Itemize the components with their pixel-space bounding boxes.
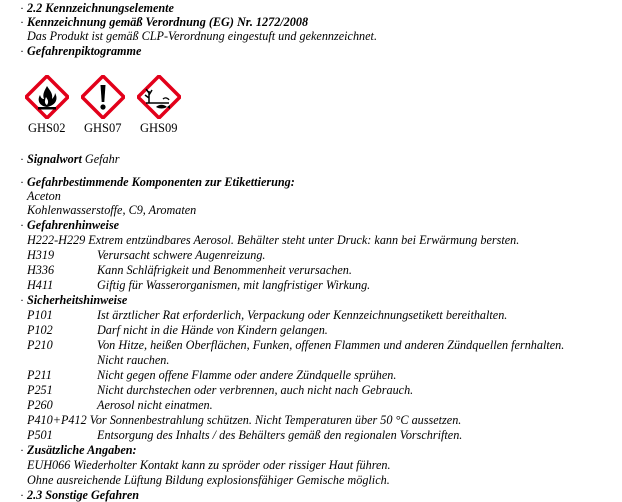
bullet: · xyxy=(20,293,24,307)
bullet: · xyxy=(20,488,24,502)
flame-icon xyxy=(25,75,69,119)
statement-text: Entsorgung des Inhalts / des Behälters gemäß den regionalen Vorschriften. xyxy=(97,428,463,442)
environment-icon xyxy=(137,75,181,119)
components-heading: Gefahrbestimmende Komponenten zur Etikettierung: xyxy=(27,175,295,189)
supplementary-heading: Zusätzliche Angaben: xyxy=(27,443,137,457)
bullet: · xyxy=(20,152,24,166)
statement-text: Kann Schläfrigkeit und Benommenheit verursachen. xyxy=(97,263,352,277)
supplementary-item: EUH066 Wiederholter Kontakt kann zu spröder oder rissiger Haut führen. xyxy=(27,458,391,472)
statement-text: Von Hitze, heißen Oberflächen, Funken, offenen Flammen und anderen Zündquellen fernhalten. xyxy=(97,338,565,352)
statement-text: Extrem entzündbares Aerosol. Behälter steht unter Druck: kann bei Erwärmung bersten. xyxy=(88,233,520,247)
supplementary-item: Ohne ausreichende Lüftung Bildung explosionsfähiger Gemische möglich. xyxy=(27,473,390,487)
signal-word-label: Signalwort xyxy=(27,152,82,166)
statement-text: Nicht durchstechen oder verbrennen, auch nicht nach Gebrauch. xyxy=(97,383,414,397)
bullet: · xyxy=(20,44,24,58)
ghs-code: GHS02 xyxy=(28,121,66,135)
statement-code: P101 xyxy=(27,308,53,322)
bullet: · xyxy=(20,218,24,232)
hazard-statement xyxy=(27,233,519,247)
signal-word xyxy=(27,152,119,166)
statement-text: Giftig für Wasserorganismen, mit langfristiger Wirkung. xyxy=(97,278,371,292)
statement-code: P102 xyxy=(27,323,53,337)
bullet: · xyxy=(20,1,24,15)
section-title: 2.2 Kennzeichnungselemente xyxy=(27,1,174,15)
pictograms-heading: Gefahrenpiktogramme xyxy=(27,44,142,58)
bullet: · xyxy=(20,15,24,29)
statement-text: Ist ärztlicher Rat erforderlich, Verpackung oder Kennzeichnungsetikett bereithalten. xyxy=(97,308,508,322)
bullet: · xyxy=(20,443,24,457)
hazard-heading: Gefahrenhinweise xyxy=(27,218,120,232)
component-item: Kohlenwasserstoffe, C9, Aromaten xyxy=(27,203,197,217)
statement-text: Aerosol nicht einatmen. xyxy=(97,398,213,412)
statement-code: P210 xyxy=(27,338,53,352)
statement-code: P410+P412 xyxy=(27,413,87,427)
component-item: Aceton xyxy=(27,189,61,203)
ghs-code: GHS09 xyxy=(140,121,178,135)
ghs-code: GHS07 xyxy=(84,121,122,135)
clp-note: Das Produkt ist gemäß CLP-Verordnung eingestuft und gekennzeichnet. xyxy=(27,29,377,43)
statement-text-continued: Nicht rauchen. xyxy=(97,353,170,367)
statement-code: H336 xyxy=(27,263,55,277)
exclamation-icon xyxy=(81,75,125,119)
statement-text: Verursacht schwere Augenreizung. xyxy=(97,248,266,262)
statement-text: Vor Sonnenbestrahlung schützen. Nicht Temperaturen über 50 °C aussetzen. xyxy=(89,413,462,427)
bullet: · xyxy=(20,175,24,189)
regulation-heading: Kennzeichnung gemäß Verordnung (EG) Nr. 1272/2008 xyxy=(27,15,309,29)
statement-code: P251 xyxy=(27,383,53,397)
signal-word-value: Gefahr xyxy=(84,152,120,166)
statement-code: P501 xyxy=(27,428,53,442)
precaution-heading: Sicherheitshinweise xyxy=(27,293,128,307)
precaution-statement xyxy=(27,413,461,427)
next-section-title: 2.3 Sonstige Gefahren xyxy=(27,488,140,502)
statement-code: H411 xyxy=(27,278,54,292)
statement-text: Nicht gegen offene Flamme oder andere Zündquelle sprühen. xyxy=(97,368,397,382)
statement-code: P211 xyxy=(27,368,52,382)
statement-code: H319 xyxy=(27,248,55,262)
statement-text: Darf nicht in die Hände von Kindern gelangen. xyxy=(97,323,328,337)
statement-code: P260 xyxy=(27,398,53,412)
statement-code: H222-H229 xyxy=(27,233,86,247)
